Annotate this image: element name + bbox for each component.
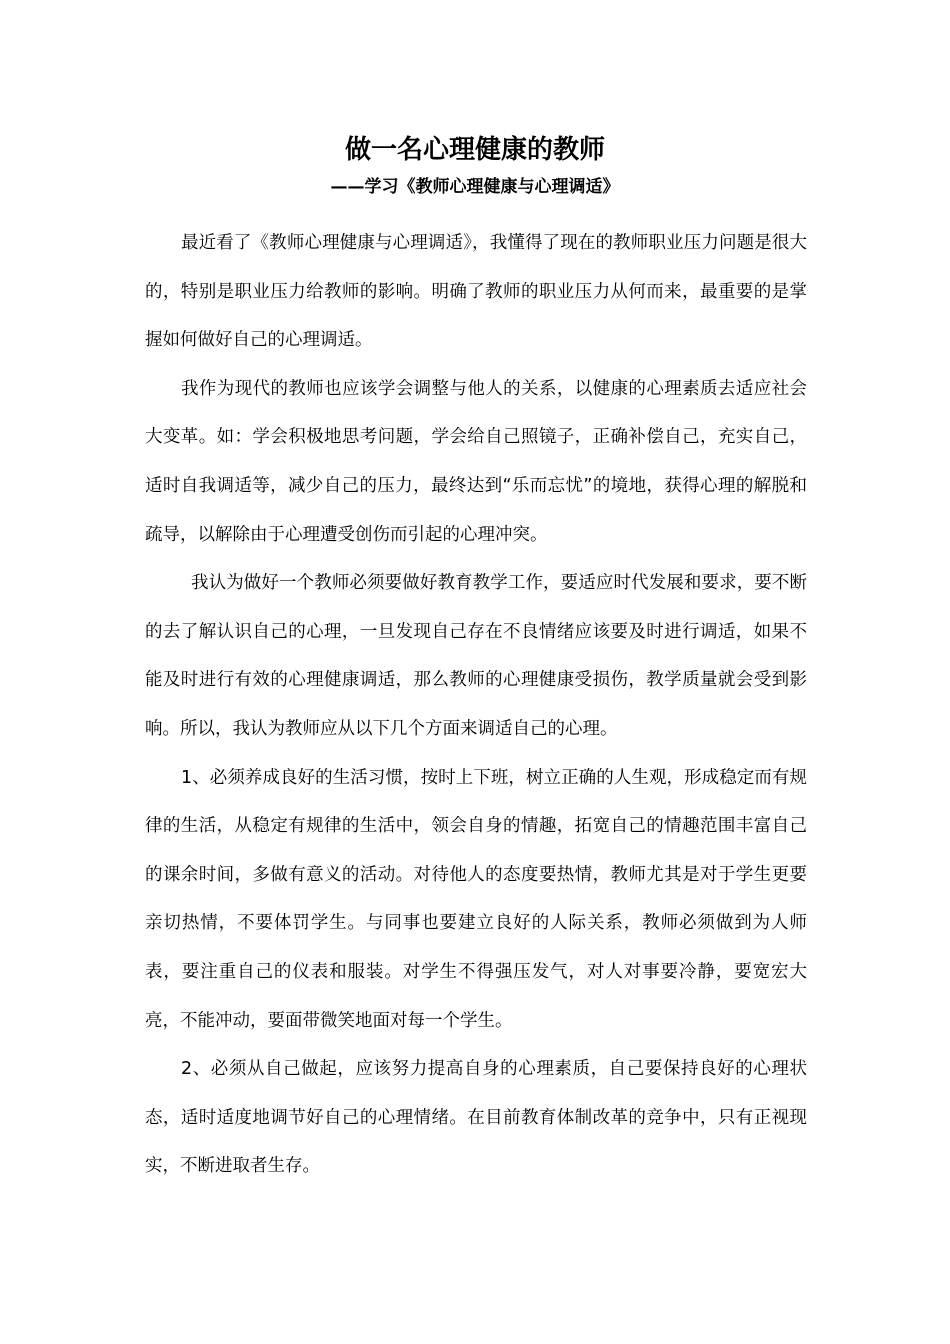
paragraph-relationships: 我作为现代的教师也应该学会调整与他人的关系，以健康的心理素质去适应社会大变革。如：学会积极地思考问题，学会给自己照镜子，正确补偿自己，充实自己，适时自我调适等，减少自己的压力，最终达到“乐而忘忧”的境地，获得心理的解脱和疏导，以解除由于心理遭受创伤而引起的心理冲突。 [145,378,807,545]
paragraph-opinion: 我认为做好一个教师必须要做好教育教学工作，要适应时代发展和要求，要不断的去了解认识自己的心理，一旦发现自己存在不良情绪应该要及时进行调适，如果不能及时进行有效的心理健康调适，那么教师的心理健康受损伤，教学质量就会受到影响。所以，我认为教师应从以下几个方面来调适自己的心理。 [145,573,807,739]
document-title: 做一名心理健康的教师 [344,135,605,165]
document-subtitle: ——学习《教师心理健康与心理调适》 [330,177,620,197]
document-body [145,219,807,1191]
paragraph-point-1: 1、必须养成良好的生活习惯，按时上下班，树立正确的人生观，形成稳定而有规律的生活，从稳定有规律的生活中，领会自身的情趣，拓宽自己的情趣范围丰富自己的课余时间，多做有意义的活动。对待他人的态度要热情，教师尤其是对于学生更要亲切热情，不要体罚学生。与同事也要建立良好的人际关系，教师必须做到为人师表，要注重自己的仪表和服装。对学生不得强压发气，对人对事要冷静，要宽宏大亮，不能冲动，要面带微笑地面对每一个学生。 [145,767,807,1031]
paragraph-intro: 最近看了《教师心理健康与心理调适》，我懂得了现在的教师职业压力问题是很大的，特别是职业压力给教师的影响。明确了教师的职业压力从何而来，最重要的是掌握如何做好自己的心理调适。 [145,233,807,351]
paragraph-point-2: 2、必须从自己做起，应该努力提高自身的心理素质，自己要保持良好的心理状态，适时适度地调节好自己的心理情绪。在目前教育体制改革的竞争中，只有正视现实，不断进取者生存。 [145,1059,807,1177]
